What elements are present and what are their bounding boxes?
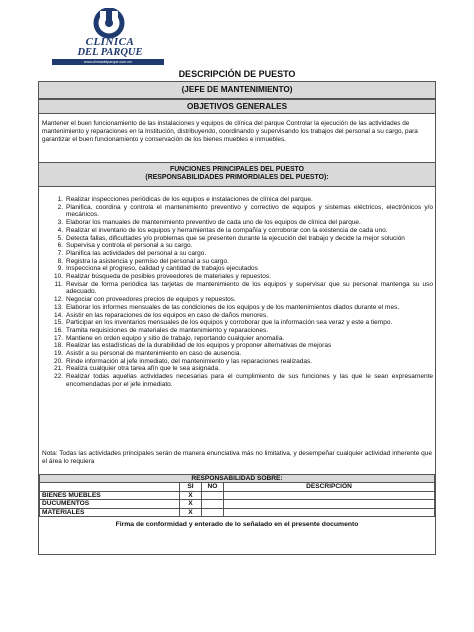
function-number: 20. — [53, 357, 63, 365]
function-item — [53, 281, 433, 296]
function-number: 5. — [57, 234, 63, 242]
function-text: Tramita requisiciones de materiales de mantenimiento y reparaciones. — [66, 326, 269, 334]
function-text: Supervisa y controla el personal a su cargo. — [66, 242, 193, 250]
function-text: Registra la asistencia y permiso del personal a su cargo. — [66, 257, 229, 265]
responsibility-si: X — [180, 491, 202, 499]
function-number: 12. — [53, 296, 63, 304]
function-number: 9. — [57, 265, 63, 273]
functions-heading — [39, 162, 435, 187]
job-description-form — [38, 81, 436, 555]
function-number: 15. — [53, 319, 63, 327]
function-item — [53, 265, 433, 273]
functions-heading-line2: (RESPONSABILIDADES PRIMORDIALES DEL PUESTO): — [145, 174, 329, 181]
responsibility-row — [40, 500, 435, 508]
responsibility-heading: RESPONSABILIDAD SOBRE: — [40, 475, 435, 483]
responsibility-table — [39, 474, 435, 517]
function-text: Planifica las actividades del personal a su cargo. — [66, 249, 207, 257]
function-item — [53, 196, 433, 204]
col-no: NO — [202, 483, 224, 491]
position-title: (JEFE DE MANTENIMIENTO) — [39, 82, 435, 99]
responsibility-description — [224, 491, 435, 499]
function-item — [53, 273, 433, 281]
col-description: DESCRIPCIÓN — [224, 483, 435, 491]
responsibility-row — [40, 491, 435, 499]
document-title: DESCRIPCIÓN DE PUESTO — [178, 69, 296, 79]
responsibility-blank-cell — [40, 483, 180, 491]
function-item — [53, 227, 433, 235]
objectives-heading: OBJETIVOS GENERALES — [39, 99, 435, 114]
logo-text-line2: DEL PARQUE — [77, 47, 143, 58]
function-text: Realizar inspecciones periódicas de los equipos e instalaciones de clínica del parque. — [66, 196, 313, 203]
function-item — [53, 342, 433, 350]
function-number: 10. — [53, 273, 63, 281]
function-text: Detecta fallas, dificultades y/o problemas que se presenten durante la ejecución del trabajo y decide la mejor solución — [66, 234, 405, 242]
function-item — [53, 365, 433, 373]
function-text: Rinde información al jefe inmediato, del mantenimiento y las reparaciones realizadas. — [66, 357, 313, 365]
function-number: 16. — [53, 326, 63, 334]
function-text: Elaborar los informes mensuales de las condiciones de los equipos y de los mantenimientos diados durante el mes. — [66, 303, 400, 311]
logo-url: www.clinicadelparque.com.mx — [83, 60, 133, 64]
signature-line: Firma de conformidad y enterado de lo señalado en el presente documento — [115, 521, 359, 528]
function-number: 7. — [57, 249, 63, 257]
logo-text-line1: CLÍNICA — [85, 36, 135, 48]
function-text: Mantiene en orden equipo y sitio de trabajo, reportando cualquier anomalía. — [66, 334, 285, 342]
function-number: 2. — [57, 203, 63, 211]
function-item — [53, 304, 433, 312]
function-item — [53, 373, 433, 388]
responsibility-label: BIENES MUEBLES — [40, 491, 180, 499]
function-item — [53, 242, 433, 250]
note-text: Nota: Todas las actividades principales serán de manera enunciativa más no limitativa, y desempeñar cualquier actividad inherente que el área lo requiera — [42, 450, 432, 465]
function-item — [53, 350, 433, 358]
responsibility-description — [224, 508, 435, 516]
function-item — [53, 235, 433, 243]
function-item — [53, 204, 433, 219]
responsibility-no — [202, 500, 224, 508]
functions-list — [53, 196, 433, 389]
responsibility-si: X — [180, 508, 202, 516]
function-number: 21. — [53, 365, 63, 373]
function-text: Negociar con proveedores precios de equipos y repuestos. — [66, 296, 236, 304]
function-text: Realizar todas aquellas actividades necesarias para el cumplimiento de sus funciones y las que le sean expresamente encomendadas por el jefe inmediato. — [66, 373, 433, 388]
function-text: Realizar búsqueda de posibles proveedores de materiales y repuestos. — [66, 273, 271, 281]
responsibility-si: X — [180, 500, 202, 508]
function-number: 8. — [57, 257, 63, 265]
function-number: 22. — [53, 373, 63, 381]
function-text: Planifica, coordina y controla el mantenimiento preventivo y correctivo de equipos y sistemas eléctricos, electrónicos y/o mecánicos. — [66, 203, 433, 219]
function-number: 14. — [53, 311, 63, 319]
function-item — [53, 219, 433, 227]
function-number: 11. — [54, 280, 63, 288]
function-item — [53, 312, 433, 320]
function-item — [53, 335, 433, 343]
function-number: 17. — [53, 334, 63, 342]
responsibility-row — [40, 508, 435, 516]
responsibility-no — [202, 491, 224, 499]
function-text: Asistir a su personal de mantenimiento en caso de ausencia. — [66, 350, 242, 358]
function-item — [53, 250, 433, 258]
function-text: Inspecciona el progreso, calidad y cantidad de trabajos ejecutados — [66, 265, 258, 273]
col-si: SI — [180, 483, 202, 491]
functions-heading-line1: FUNCIONES PRINCIPALES DEL PUESTO — [169, 166, 304, 173]
function-item — [53, 258, 433, 266]
function-number: 3. — [57, 219, 63, 227]
objective-text: Mantener el buen funcionamiento de las instalaciones y equipos de clínica del parque Controlar la ejecución de las actividades de mantenimiento y reparaciones en la Institución, distribuyendo, coordinando y supervisando los trabajos del personal a su cargo, para garantizar el buen funcionamiento y conservación de los bienes muebles e inmuebles. — [42, 120, 418, 144]
function-item — [53, 296, 433, 304]
function-text: Asistir en las reparaciones de los equipos en caso de daños menores. — [66, 311, 268, 319]
function-text: Realizar el inventario de los equipos y herramientas de la compañía y corroborar con la existencia de cada uno. — [66, 226, 388, 234]
function-text: Participar en los inventarios mensuales de los equipos y corroborar que la información sea veraz y este a tiempo. — [66, 319, 393, 327]
function-number: 6. — [57, 242, 63, 250]
function-text: Realizar las estadísticas de la durabilidad de los equipos y proponer alternativas de mejoras — [66, 342, 332, 350]
function-item — [53, 358, 433, 366]
responsibility-description — [224, 500, 435, 508]
responsibility-label: DUCUMENTOS — [40, 500, 180, 508]
function-text: Revisar de forma periódica las tarjetas de mantenimiento de los equipos y supervisar que su personal mantenga su uso adecuado. — [66, 280, 433, 296]
function-text: Realiza cualquier otra tarea afín que le sea asignada. — [66, 365, 220, 373]
function-item — [53, 319, 433, 327]
function-number: 13. — [53, 303, 63, 311]
function-number: 4. — [57, 226, 63, 234]
function-text: Elaborar los manuales de mantenimiento preventivo de cada uno de los equipos de clínica del parque. — [66, 219, 361, 227]
responsibility-label: MATERIALES — [40, 508, 180, 516]
function-number: 19. — [53, 350, 63, 358]
function-item — [53, 327, 433, 335]
function-number: 1. — [57, 196, 63, 203]
responsibility-no — [202, 508, 224, 516]
function-number: 18. — [53, 342, 63, 350]
